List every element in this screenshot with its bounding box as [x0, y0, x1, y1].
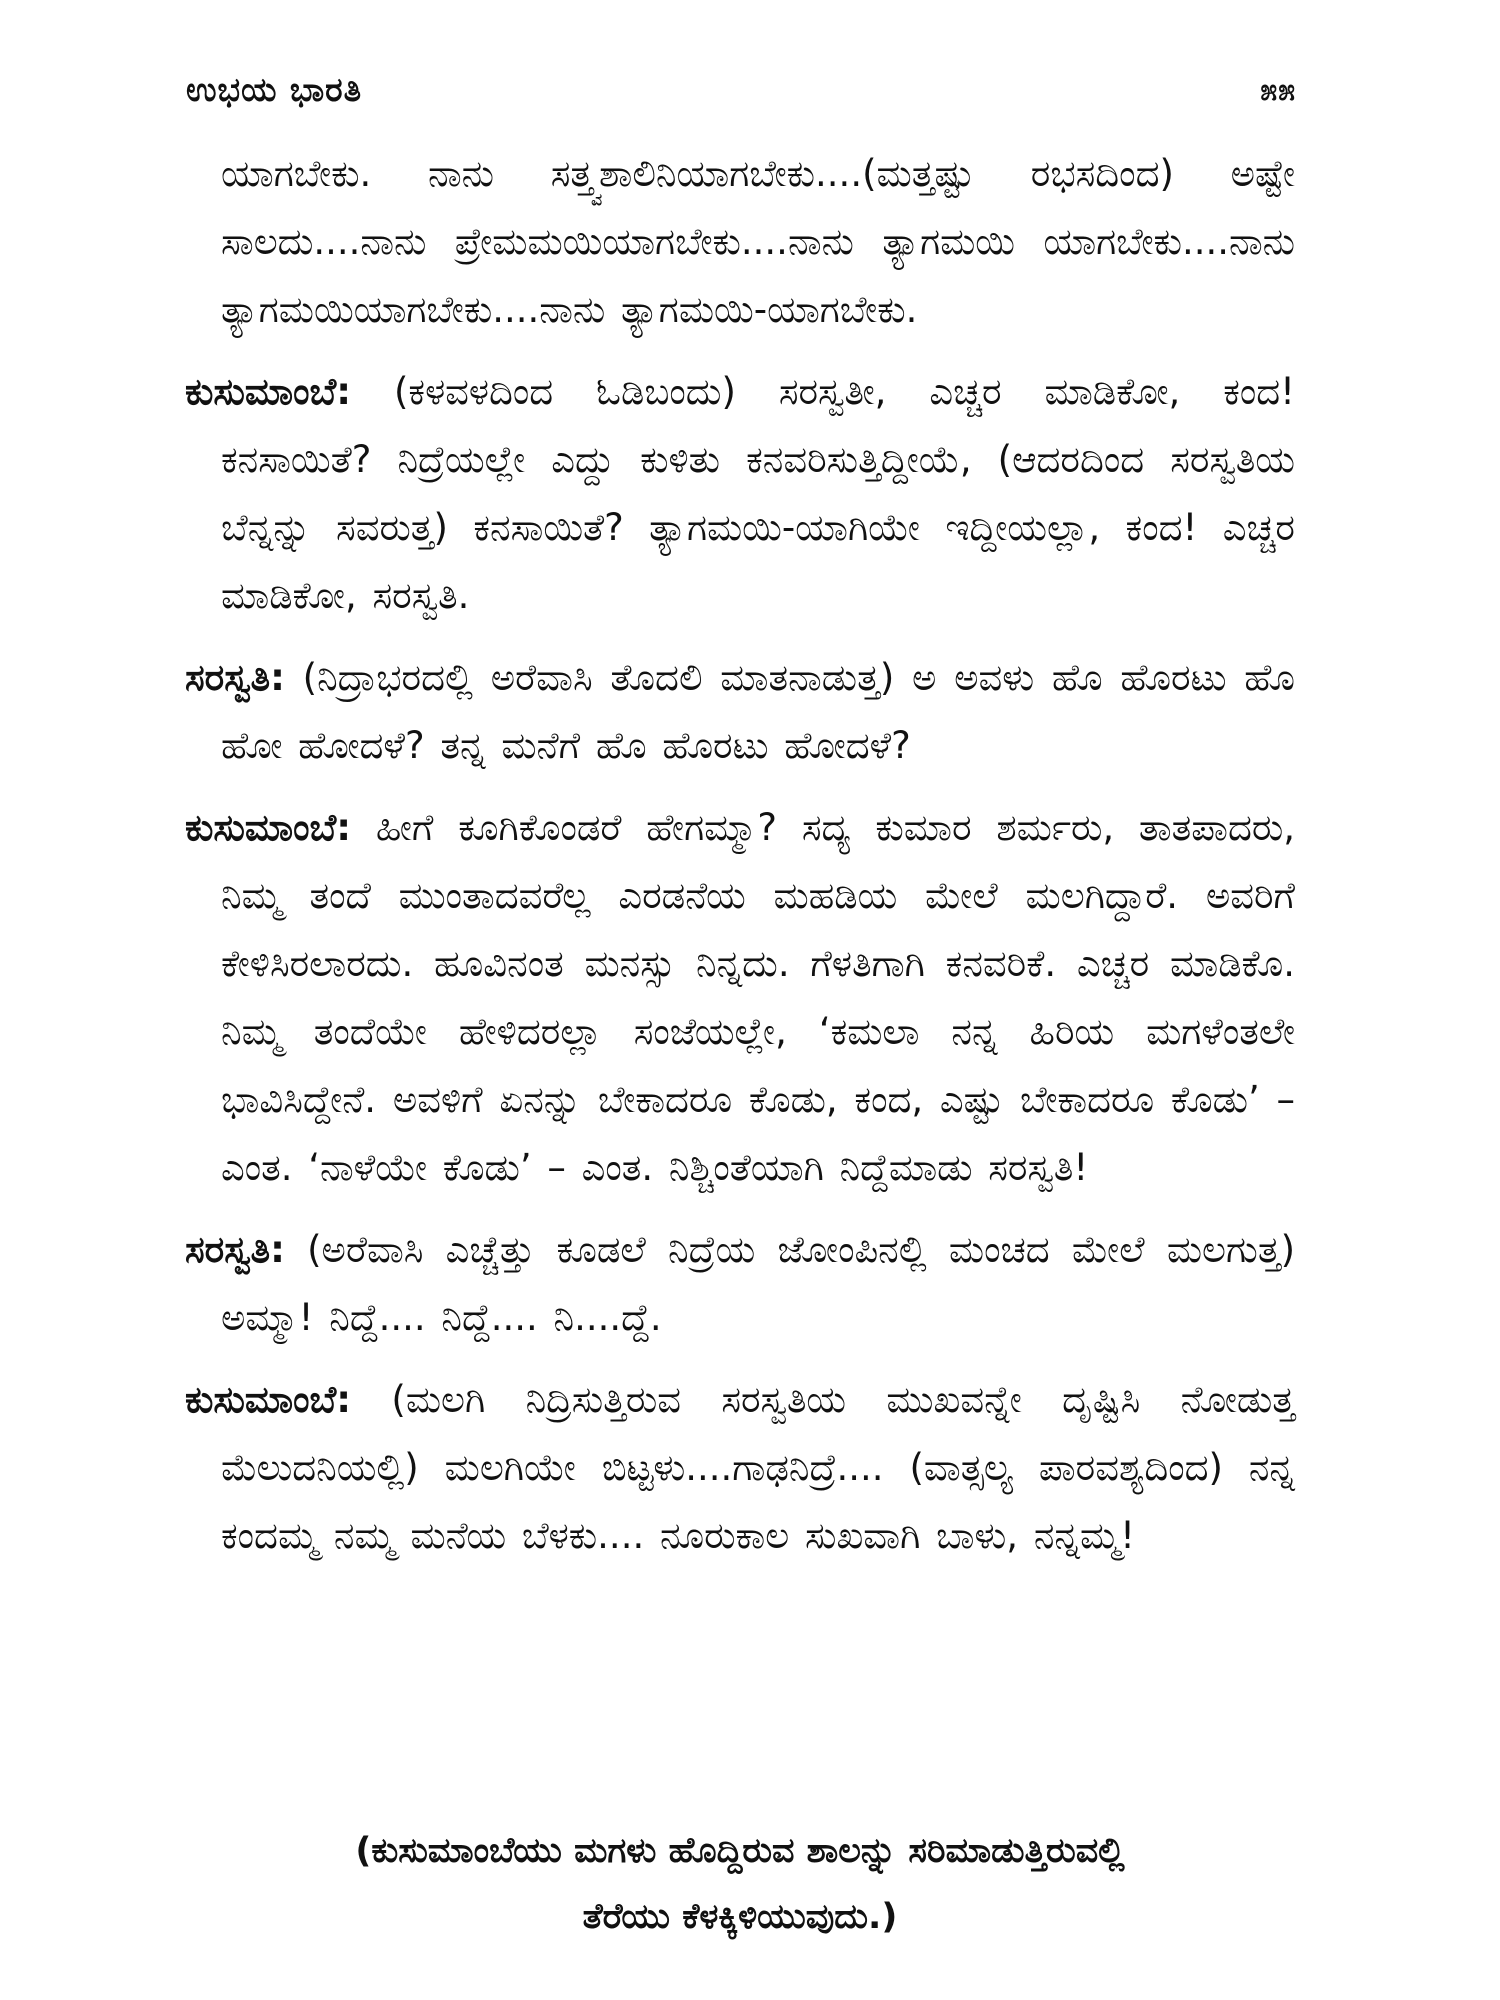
page-body: [185, 140, 1295, 1584]
running-title: ಉಭಯ ಭಾರತಿ: [186, 70, 363, 109]
speech-kusumambe: [185, 794, 1295, 1202]
speaker-name: ಕುಸುಮಾಂಬೆ:: [185, 370, 352, 413]
speaker-name: ಕುಸುಮಾಂಬೆ:: [185, 806, 352, 849]
speech-text: (ಕಳವಳದಿಂದ ಓಡಿಬಂದು) ಸರಸ್ವತೀ, ಎಚ್ಚರ ಮಾಡಿಕೋ, ಕಂದ! ಕನಸಾಯಿತೆ? ನಿದ್ರೆಯಲ್ಲೇ ಎದ್ದು ಕುಳಿತು ಕನವರಿಸುತ್ತಿದ್ದೀಯೆ, (ಆದರದಿಂದ ಸರಸ್ವತಿಯ ಬೆನ್ನನ್ನು ಸವರುತ್ತ) ಕನಸಾಯಿತೆ? ತ್ಯಾಗಮಯಿ-ಯಾಗಿಯೇ ಇದ್ದೀಯಲ್ಲಾ, ಕಂದ! ಎಚ್ಚರ ಮಾಡಿಕೋ, ಸರಸ್ವತಿ.: [221, 370, 1295, 617]
speaker-name: ಕುಸುಮಾಂಬೆ:: [185, 1378, 352, 1421]
speech-text: (ಮಲಗಿ ನಿದ್ರಿಸುತ್ತಿರುವ ಸರಸ್ವತಿಯ ಮುಖವನ್ನೇ ದೃಷ್ಟಿಸಿ ನೋಡುತ್ತ ಮೆಲುದನಿಯಲ್ಲಿ) ಮಲಗಿಯೇ ಬಿಟ್ಟಳು....ಗಾಢನಿದ್ರೆ.... (ವಾತ್ಸಲ್ಯ ಪಾರವಶ್ಯದಿಂದ) ನನ್ನ ಕಂದಮ್ಮ ನಮ್ಮ ಮನೆಯ ಬೆಳಕು.... ನೂರುಕಾಲ ಸುಖವಾಗಿ ಬಾಳು, ನನ್ನಮ್ಮ!: [221, 1378, 1295, 1557]
speech-text: (ನಿದ್ರಾಭರದಲ್ಲಿ ಅರೆವಾಸಿ ತೊದಲಿ ಮಾತನಾಡುತ್ತ) ಅ ಅವಳು ಹೊ ಹೊರಟು ಹೊ ಹೋ ಹೋದಳೆ? ತನ್ನ ಮನೆಗೆ ಹೊ ಹೊರಟು ಹೋದಳೆ?: [221, 656, 1296, 767]
stage-direction-line: (ಕುಸುಮಾಂಬೆಯು ಮಗಳು ಹೊದ್ದಿರುವ ಶಾಲನ್ನು ಸರಿಮಾಡುತ್ತಿರುವಲ್ಲಿ: [355, 1831, 1125, 1871]
speech-kusumambe: [185, 1366, 1295, 1570]
speech-text: (ಅರೆವಾಸಿ ಎಚ್ಚೆತ್ತು ಕೂಡಲೆ ನಿದ್ರೆಯ ಜೋಂಪಿನಲ್ಲಿ ಮಂಚದ ಮೇಲೆ ಮಲಗುತ್ತ) ಅಮ್ಮಾ! ನಿದ್ದೆ.... ನಿದ್ದೆ.... ನಿ....ದ್ದೆ.: [221, 1228, 1296, 1339]
speaker-name: ಸರಸ್ವತಿ:: [185, 656, 285, 699]
speech-saraswati: [185, 644, 1295, 780]
page-header: [186, 64, 1296, 116]
page-number: ೫೫: [1260, 72, 1296, 108]
speech-text: ಹೀಗೆ ಕೂಗಿಕೊಂಡರೆ ಹೇಗಮ್ಮಾ? ಸದ್ಯ ಕುಮಾರ ಶರ್ಮರು, ತಾತಪಾದರು, ನಿಮ್ಮ ತಂದೆ ಮುಂತಾದವರೆಲ್ಲ ಎರಡನೆಯ ಮಹಡಿಯ ಮೇಲೆ ಮಲಗಿದ್ದಾರೆ. ಅವರಿಗೆ ಕೇಳಿಸಿರಲಾರದು. ಹೂವಿನಂತ ಮನಸ್ಸು ನಿನ್ನದು. ಗೆಳತಿಗಾಗಿ ಕನವರಿಕೆ. ಎಚ್ಚರ ಮಾಡಿಕೊ. ನಿಮ್ಮ ತಂದೆಯೇ ಹೇಳಿದರಲ್ಲಾ ಸಂಜೆಯಲ್ಲೇ, ‘ಕಮಲಾ ನನ್ನ ಹಿರಿಯ ಮಗಳೆಂತಲೇ ಭಾವಿಸಿದ್ದೇನೆ. ಅವಳಿಗೆ ಏನನ್ನು ಬೇಕಾದರೂ ಕೊಡು, ಕಂದ, ಎಷ್ಟು ಬೇಕಾದರೂ ಕೊಡು’ – ಎಂತ. ‘ನಾಳೆಯೇ ಕೊಡು’ – ಎಂತ. ನಿಶ್ಚಿಂತೆಯಾಗಿ ನಿದ್ದೆಮಾಡು ಸರಸ್ವತಿ!: [221, 806, 1295, 1189]
continued-speech: [185, 140, 1295, 344]
speaker-name: ಸರಸ್ವತಿ:: [185, 1228, 285, 1271]
speech-saraswati: [185, 1216, 1295, 1352]
speech-kusumambe: [185, 358, 1295, 630]
closing-stage-direction: [185, 1818, 1295, 1950]
speech-text: ಯಾಗಬೇಕು. ನಾನು ಸತ್ತ್ವಶಾಲಿನಿಯಾಗಬೇಕು....(ಮತ್ತಷ್ಟು ರಭಸದಿಂದ) ಅಷ್ಟೇ ಸಾಲದು....ನಾನು ಪ್ರೇಮಮಯಿಯಾಗಬೇಕು....ನಾನು ತ್ಯಾಗಮಯಿ ಯಾಗಬೇಕು....ನಾನು ತ್ಯಾಗಮಯಿಯಾಗಬೇಕು....ನಾನು ತ್ಯಾಗಮಯಿ-ಯಾಗಬೇಕು.: [221, 152, 1295, 331]
stage-direction-line: ತೆರೆಯು ಕೆಳಕ್ಕಿಳಿಯುವುದು.): [582, 1897, 898, 1937]
